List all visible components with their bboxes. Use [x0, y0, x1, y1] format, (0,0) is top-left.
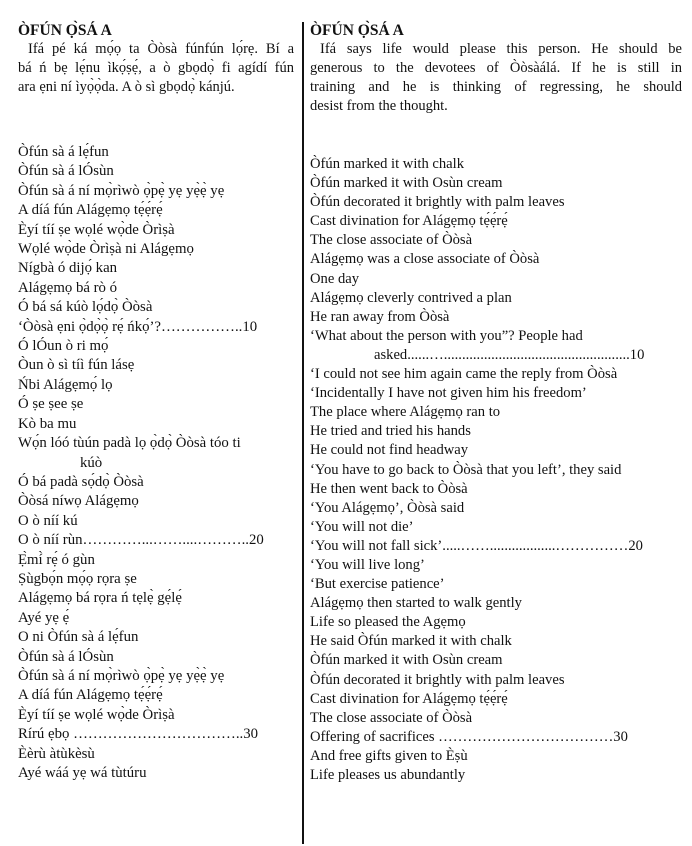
- yoruba-verse-line: Òfún sà á lÓsùn: [18, 163, 114, 180]
- english-verse-line: The place where Alágẹmọ ran to: [310, 404, 501, 421]
- english-verse-line: He could not find headway: [310, 442, 469, 459]
- yoruba-verse-line: Èyí tíí ṣe wọlé wọ̀de Òrìṣà: [18, 221, 175, 238]
- english-intro-line: training and he is thinking of regressing, he should: [310, 79, 682, 95]
- english-title: ÒFÚN Ọ̀SÁ A: [310, 22, 404, 39]
- english-verse-line: Alágẹmọ was a close associate of Òòsà: [310, 251, 540, 268]
- english-verse-line: ‘You will live long’: [310, 556, 425, 573]
- english-verse-line: Òfún decorated it brightly with palm leaves: [310, 671, 565, 688]
- column-divider: [302, 22, 304, 844]
- english-verse-line: ‘I could not see him again came the reply from Òòsà: [310, 366, 618, 383]
- yoruba-verse-line: Ó ṣe ṣee ṣe: [18, 396, 84, 413]
- english-intro-line: Ifá says life would please this person. He should be: [320, 41, 682, 57]
- yoruba-verse-line: O ò níí rùn…………...……....………..20: [18, 532, 264, 549]
- english-verse-line: Òfún decorated it brightly with palm leaves: [310, 194, 565, 211]
- yoruba-verse-line: O ò níí kú: [18, 512, 78, 529]
- yoruba-column-header: [18, 22, 294, 97]
- yoruba-intro: [18, 40, 294, 97]
- english-verse-line: ‘What about the person with you”? People had: [310, 327, 583, 344]
- english-verse-line: And free gifts given to Èṣù: [310, 747, 468, 764]
- yoruba-title: ÒFÚN Ọ̀SÁ A: [18, 22, 112, 39]
- english-verse-line: Life pleases us abundantly: [310, 767, 466, 783]
- english-verse-line: He said Òfún marked it with chalk: [310, 633, 512, 650]
- yoruba-intro-line: bá ń bẹ lẹ́nu ìkọ́ṣẹ́, a ò gbọdọ̀ fi agídí fún: [18, 60, 294, 76]
- yoruba-verse-line: Ó bá sá kúò lọ́dọ̀ Òòsà: [18, 299, 153, 316]
- english-verse-line: ‘You Alágẹmọ’, Òòsà said: [310, 499, 465, 516]
- yoruba-verse-line: Òun ò sì tíì fún lásẹ: [18, 357, 135, 374]
- yoruba-verse-line: Òòsá níwọ Alágẹmọ: [18, 493, 139, 510]
- yoruba-verse-line: A díá fún Alágẹmọ tẹ́ẹ́rẹ́: [18, 202, 163, 219]
- yoruba-verse-line: Ayé yẹ ẹ́: [18, 609, 70, 626]
- yoruba-verse-line: Èèrù àtùkèsù: [18, 745, 95, 762]
- english-verse-line: ‘You have to go back to Òòsà that you left’, they said: [310, 461, 622, 478]
- yoruba-verse-line: O ni Òfún sà á lẹ́fun: [18, 629, 139, 646]
- yoruba-verse-line: Kò ba mu: [18, 415, 77, 432]
- yoruba-verse-line: Òfún sà á lÓsùn: [18, 648, 114, 665]
- yoruba-verse-line: kúò: [80, 454, 103, 471]
- yoruba-verse-line: Ó bá padà sọ́dọ̀ Òòsà: [18, 473, 144, 490]
- english-intro-line: generous to the devotees of Òòsàálá. If he is still in: [310, 60, 682, 76]
- english-verse-line: ‘But exercise patience’: [310, 576, 445, 593]
- english-verse-line: ‘You will not die’: [310, 518, 414, 535]
- yoruba-verse-line: Wọ́n lóó tùún padà lọ ọ̀dọ̀ Òòsà tóo ti: [18, 435, 241, 452]
- yoruba-verse-line: Òfún sà á ní mọ̀rìwò ọ̀pẹ̀ yẹ yẹ̀ẹ̀ yẹ: [18, 182, 225, 199]
- english-verse-line: The close associate of Òòsà: [310, 709, 473, 726]
- english-intro-line: desist from the thought.: [310, 98, 448, 114]
- yoruba-verse-line: ‘Òòsà ẹni ọ̀dọ̀ọ̀ rẹ́ ńkọ́’?……………..10: [18, 318, 258, 335]
- english-verse-list: [310, 155, 684, 785]
- english-verse-line: Òfún marked it with chalk: [310, 156, 465, 172]
- english-verse-line: One day: [310, 270, 360, 287]
- yoruba-verse-line: Rírú ẹbọ ……………………………..30: [18, 726, 259, 743]
- yoruba-verse-line: Ṣùgbọ́n mọ́ọ rọra ṣe: [18, 570, 137, 587]
- yoruba-verse-line: Ẹ̀mí̀ rẹ́ ó gùn: [18, 551, 95, 568]
- english-verse-line: Life so pleased the Agẹmọ: [310, 614, 466, 631]
- yoruba-verse-line: Nígbà ó dijọ́ kan: [18, 260, 118, 277]
- yoruba-verse-line: Òfún sà á lẹ́fun: [18, 144, 109, 160]
- yoruba-verse-line: A díá fún Alágẹmọ tẹ́ẹ́rẹ́: [18, 687, 163, 704]
- yoruba-verse-list: [18, 143, 300, 783]
- english-verse-line: Òfún marked it with Osùn cream: [310, 652, 503, 669]
- yoruba-intro-line: Ifá pé ká mọ́ọ ta Òòsà fúnfún lọ́rẹ. Bí a: [28, 41, 294, 57]
- english-verse-line: Alágẹmọ then started to walk gently: [310, 595, 522, 612]
- english-column-header: [310, 22, 682, 116]
- yoruba-intro-line: ara ẹni ní ìyọ̀ọ̀da. A ò sì gbọdọ̀ kánjú.: [18, 79, 235, 95]
- english-verse-line: ‘Incidentally I have not given him his freedom’: [310, 385, 587, 402]
- yoruba-verse-line: Ńbi Alágẹmọ́ lọ: [18, 376, 113, 393]
- yoruba-verse-line: Òfún sà á ní mọ̀rìwò ọ̀pẹ̀ yẹ yẹ̀ẹ̀ yẹ: [18, 667, 225, 684]
- english-verse-line: Cast divination for Alágẹmọ tẹ́ẹ́rẹ́: [310, 213, 508, 230]
- english-verse-line: He ran away from Òòsà: [310, 308, 450, 325]
- english-verse-line: asked......…...................................................10: [374, 346, 645, 363]
- yoruba-verse-line: Èyí tíí ṣe wọlé wọ̀de Òrìṣà: [18, 706, 175, 723]
- english-verse-line: Alágẹmọ cleverly contrived a plan: [310, 289, 512, 306]
- english-verse-line: Cast divination for Alágẹmọ tẹ́ẹ́rẹ́: [310, 690, 508, 707]
- yoruba-verse-line: Alágẹmọ bá rọra ń tẹlẹ̀ gẹ́lẹ́: [18, 590, 182, 607]
- yoruba-verse-line: Ó lÓun ò ri mọ́: [18, 338, 109, 355]
- english-verse-line: The close associate of Òòsà: [310, 232, 473, 249]
- english-verse-line: Offering of sacrifices ………………………………30: [310, 728, 628, 745]
- yoruba-verse-line: Wọlé wọ̀de Òrìṣà ni Alágẹmọ: [18, 241, 194, 258]
- english-verse-line: ‘You will not fall sick’.....……..................……………20: [310, 537, 643, 554]
- english-verse-line: He then went back to Òòsà: [310, 480, 468, 497]
- english-verse-line: He tried and tried his hands: [310, 423, 471, 440]
- english-verse-line: Òfún marked it with Osùn cream: [310, 175, 503, 192]
- english-intro: [310, 40, 682, 116]
- yoruba-verse-line: Alágẹmọ bá rò ó: [18, 279, 118, 296]
- yoruba-verse-line: Ayé wáá yẹ wá tùtúru: [18, 765, 147, 781]
